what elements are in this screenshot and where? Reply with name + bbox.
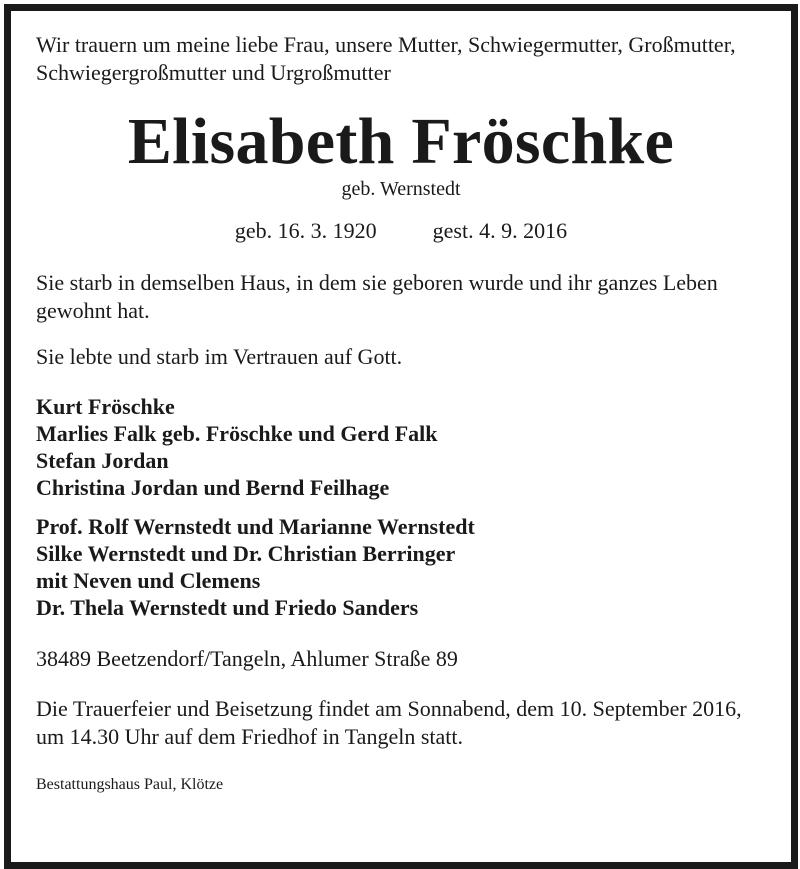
- maiden-name: geb. Wernstedt: [341, 178, 461, 200]
- intro-text: Wir trauern um meine liebe Frau, unsere Mutter, Schwiegermutter, Großmutter, Schwiegergroßmutter und Urgroßmutter: [36, 32, 736, 85]
- obituary-frame: [4, 4, 798, 869]
- mourner-name: Kurt Fröschke: [36, 394, 175, 419]
- funeral-notice: Die Trauerfeier und Beisetzung findet am Sonnabend, dem 10. September 2016, um 14.30 Uhr auf dem Friedhof in Tangeln statt.: [36, 696, 742, 749]
- mourners-list-wernstedt: [36, 513, 766, 621]
- mourner-name: Dr. Thela Wernstedt und Friedo Sanders: [36, 595, 419, 620]
- mourner-name: Prof. Rolf Wernstedt und Marianne Wernstedt: [36, 514, 475, 539]
- death-date: gest. 4. 9. 2016: [432, 218, 568, 243]
- birth-date: geb. 16. 3. 1920: [234, 218, 377, 243]
- statement-house: Sie starb in demselben Haus, in dem sie geboren wurde und ihr ganzes Leben gewohnt hat.: [36, 270, 718, 323]
- mourner-name: Marlies Falk geb. Fröschke und Gerd Falk: [36, 421, 438, 446]
- deceased-name: Elisabeth Fröschke: [127, 105, 675, 178]
- mourner-name: Silke Wernstedt und Dr. Christian Berringer: [36, 541, 456, 566]
- address: 38489 Beetzendorf/Tangeln, Ahlumer Straße 89: [36, 646, 458, 671]
- mourner-name: mit Neven und Clemens: [36, 568, 261, 593]
- mourner-name: Christina Jordan und Bernd Feilhage: [36, 475, 390, 500]
- undertaker: Bestattungshaus Paul, Klötze: [36, 776, 224, 793]
- obituary-content: [36, 31, 766, 795]
- life-dates: [36, 217, 766, 245]
- statement-faith: Sie lebte und starb im Vertrauen auf Gott.: [36, 344, 403, 369]
- mourner-name: Stefan Jordan: [36, 448, 169, 473]
- mourners-list-family: [36, 393, 766, 501]
